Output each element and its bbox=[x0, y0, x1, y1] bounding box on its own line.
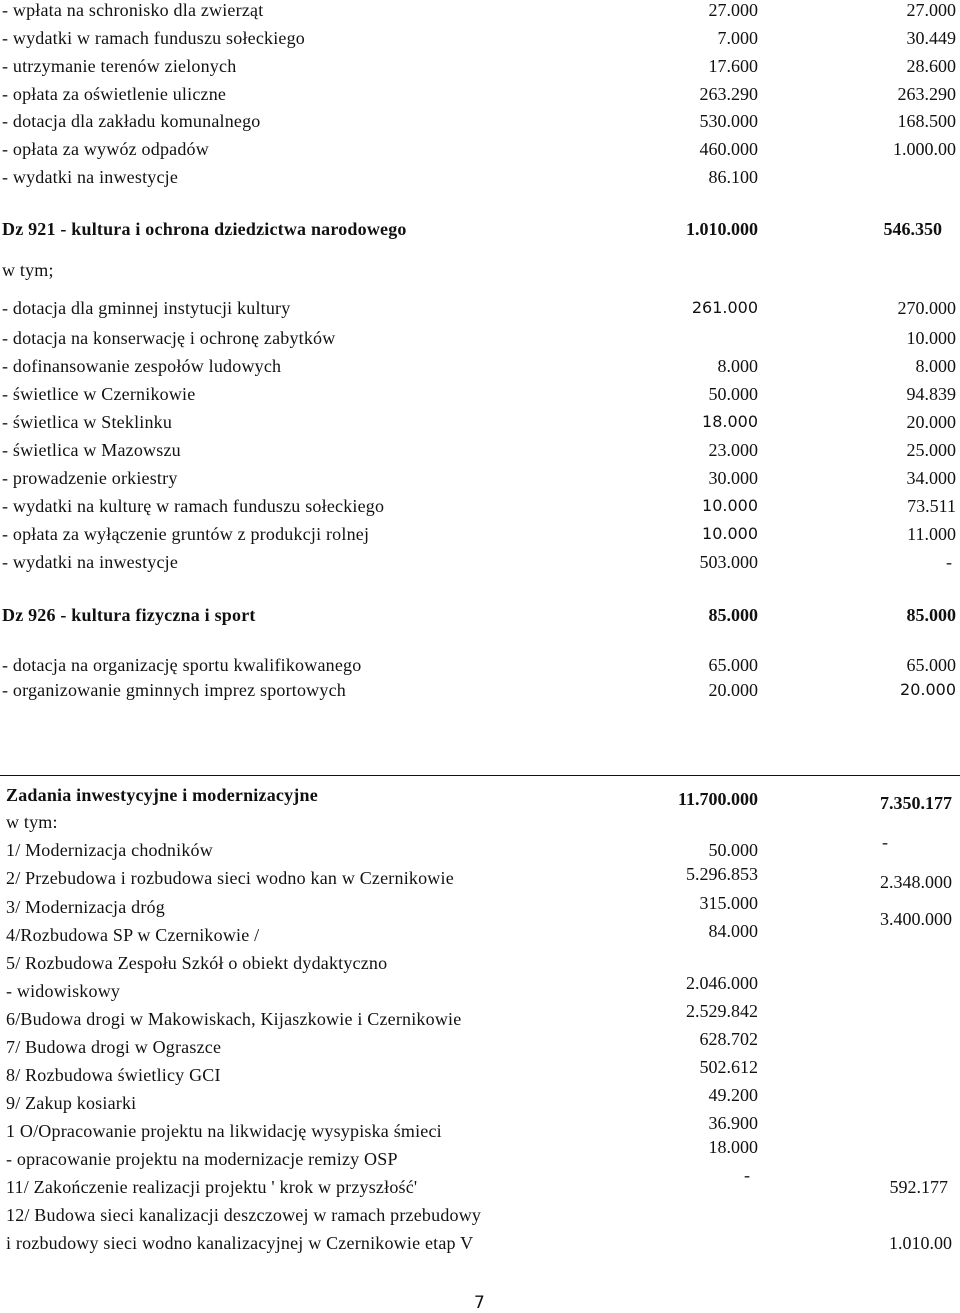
table-row bbox=[0, 973, 960, 1007]
row-label: 2/ Przebudowa i rozbudowa sieci wodno kan w Czernikowie bbox=[6, 868, 454, 888]
plan-value: 65.000 bbox=[708, 655, 758, 675]
plan-value: 503.000 bbox=[699, 552, 758, 572]
table-row bbox=[0, 1001, 960, 1035]
section-title: Zadania inwestycyjne i modernizacyjne bbox=[6, 785, 318, 805]
section-execution-total: 7.350.177 bbox=[880, 793, 952, 813]
row-label: - prowadzenie orkiestry bbox=[2, 468, 178, 488]
subheading-w-tym bbox=[0, 812, 960, 838]
plan-value: 2.046.000 bbox=[686, 973, 758, 993]
table-row bbox=[0, 440, 960, 466]
execution-value: 270.000 bbox=[897, 298, 956, 318]
table-row bbox=[0, 1085, 960, 1119]
table-row bbox=[0, 864, 960, 894]
plan-value: - bbox=[744, 1165, 750, 1185]
execution-value: 20.000 bbox=[906, 412, 956, 432]
row-label: - opłata za oświetlenie uliczne bbox=[2, 84, 227, 104]
table-row bbox=[0, 28, 960, 54]
w-tym-label: w tym: bbox=[6, 812, 58, 832]
section-plan-total: 85.000 bbox=[708, 605, 758, 625]
plan-value: 18.000 bbox=[702, 412, 758, 431]
row-label: - wydatki na inwestycje bbox=[2, 167, 179, 187]
execution-value: 65.000 bbox=[906, 655, 956, 675]
table-row bbox=[0, 1165, 960, 1203]
execution-value: 1.010.00 bbox=[889, 1233, 952, 1253]
table-row bbox=[0, 680, 960, 706]
plan-value: 502.612 bbox=[699, 1057, 758, 1077]
section-header-dz926 bbox=[0, 605, 960, 631]
separator-line bbox=[0, 775, 960, 776]
table-row bbox=[0, 356, 960, 382]
execution-value: 263.290 bbox=[897, 84, 956, 104]
section-title: Dz 921 - kultura i ochrona dziedzictwa narodowego bbox=[2, 219, 407, 239]
plan-value: 20.000 bbox=[708, 680, 758, 700]
plan-value: 50.000 bbox=[708, 384, 758, 404]
table-row bbox=[0, 412, 960, 438]
row-label: - opracowanie projektu na modernizacje remizy OSP bbox=[6, 1149, 398, 1169]
table-row bbox=[0, 0, 960, 26]
plan-value: 8.000 bbox=[717, 356, 758, 376]
table-row bbox=[0, 1233, 960, 1259]
table-row bbox=[0, 893, 960, 929]
table-row bbox=[0, 298, 960, 324]
plan-value: 460.000 bbox=[699, 139, 758, 159]
row-label: - dotacja na konserwację i ochronę zabytków bbox=[2, 328, 336, 348]
row-label: - wydatki na inwestycje bbox=[2, 552, 179, 572]
row-label: 7/ Budowa drogi w Ograszce bbox=[6, 1037, 222, 1057]
plan-value: 315.000 bbox=[699, 893, 758, 913]
w-tym-label: w tym; bbox=[2, 260, 54, 280]
page-number: 7 bbox=[474, 1293, 485, 1313]
execution-value: 8.000 bbox=[915, 356, 956, 376]
plan-value: 2.529.842 bbox=[686, 1001, 758, 1021]
execution-value: 11.000 bbox=[907, 524, 956, 544]
row-label: - wydatki w ramach funduszu sołeckiego bbox=[2, 28, 306, 48]
table-row bbox=[0, 655, 960, 681]
table-row bbox=[0, 552, 960, 578]
table-row bbox=[0, 167, 960, 193]
row-label: 5/ Rozbudowa Zespołu Szkół o obiekt dydaktyczno bbox=[6, 953, 388, 973]
row-label: - utrzymanie terenów zielonych bbox=[2, 56, 237, 76]
section-plan-total: 11.700.000 bbox=[677, 789, 758, 809]
table-row bbox=[0, 1137, 960, 1175]
execution-value: 20.000 bbox=[900, 680, 956, 699]
row-label: - wydatki na kulturę w ramach funduszu sołeckiego bbox=[2, 496, 385, 516]
row-label: - dotacja dla gminnej instytucji kultury bbox=[2, 298, 291, 318]
row-label: 4/Rozbudowa SP w Czernikowie / bbox=[6, 925, 260, 945]
table-row bbox=[0, 1205, 960, 1231]
row-label: - opłata za wyłączenie gruntów z produkcji rolnej bbox=[2, 524, 370, 544]
plan-value: 530.000 bbox=[699, 111, 758, 131]
table-row bbox=[0, 384, 960, 410]
plan-value: 5.296.853 bbox=[686, 864, 758, 884]
row-label: 8/ Rozbudowa świetlicy GCI bbox=[6, 1065, 221, 1085]
row-label: - organizowanie gminnych imprez sportowych bbox=[2, 680, 346, 700]
row-label: i rozbudowy sieci wodno kanalizacyjnej w Czernikowie etap V bbox=[6, 1233, 474, 1253]
execution-value: - bbox=[946, 552, 952, 572]
execution-value: 25.000 bbox=[906, 440, 956, 460]
execution-value: 10.000 bbox=[906, 328, 956, 348]
plan-value: 86.100 bbox=[708, 167, 758, 187]
table-row bbox=[0, 832, 960, 866]
table-row bbox=[0, 328, 960, 354]
plan-value: 10.000 bbox=[702, 496, 758, 515]
execution-value: 2.348.000 bbox=[880, 872, 952, 892]
execution-value: 3.400.000 bbox=[880, 909, 952, 929]
row-label: - dotacja dla zakładu komunalnego bbox=[2, 111, 261, 131]
row-label: - opłata za wywóz odpadów bbox=[2, 139, 209, 159]
plan-value: 261.000 bbox=[691, 298, 758, 317]
table-row bbox=[0, 524, 960, 550]
plan-value: 7.000 bbox=[717, 28, 758, 48]
row-label: - dofinansowanie zespołów ludowych bbox=[2, 356, 282, 376]
section-header-dz921 bbox=[0, 219, 960, 245]
plan-value: 27.000 bbox=[708, 0, 758, 20]
execution-value: 34.000 bbox=[906, 468, 956, 488]
plan-value: 17.600 bbox=[708, 56, 758, 76]
section-plan-total: 1.010.000 bbox=[686, 219, 758, 239]
row-label: - świetlica w Steklinku bbox=[2, 412, 173, 432]
table-row bbox=[0, 496, 960, 522]
row-label: - widowiskowy bbox=[6, 981, 121, 1001]
execution-value: 1.000.00 bbox=[893, 139, 956, 159]
table-row bbox=[0, 84, 960, 110]
table-row bbox=[0, 111, 960, 137]
execution-value: 592.177 bbox=[889, 1177, 948, 1197]
row-label: 3/ Modernizacja dróg bbox=[6, 897, 165, 917]
table-row bbox=[0, 921, 960, 951]
plan-value: 50.000 bbox=[708, 840, 758, 860]
table-row bbox=[0, 1057, 960, 1091]
plan-value: 49.200 bbox=[708, 1085, 758, 1105]
table-row bbox=[0, 139, 960, 165]
row-label: 9/ Zakup kosiarki bbox=[6, 1093, 137, 1113]
row-label: - wpłata na schronisko dla zwierząt bbox=[2, 0, 264, 20]
section-title: Dz 926 - kultura fizyczna i sport bbox=[2, 605, 256, 625]
section-execution-total: 85.000 bbox=[906, 605, 956, 625]
plan-value: 628.702 bbox=[699, 1029, 758, 1049]
plan-value: 84.000 bbox=[708, 921, 758, 941]
row-label: - dotacja na organizację sportu kwalifikowanego bbox=[2, 655, 362, 675]
section-header-investments bbox=[0, 785, 960, 811]
table-row bbox=[0, 953, 960, 979]
execution-value: - bbox=[882, 832, 888, 852]
table-row bbox=[0, 468, 960, 494]
plan-value: 18.000 bbox=[708, 1137, 758, 1157]
execution-value: 30.449 bbox=[906, 28, 956, 48]
table-row bbox=[0, 1029, 960, 1063]
subheading-w-tym bbox=[0, 260, 960, 286]
row-label: 1 O/Opracowanie projektu na likwidację wysypiska śmieci bbox=[6, 1121, 442, 1141]
execution-value: 168.500 bbox=[897, 111, 956, 131]
row-label: - świetlice w Czernikowie bbox=[2, 384, 196, 404]
row-label: 6/Budowa drogi w Makowiskach, Kijaszkowie i Czernikowie bbox=[6, 1009, 462, 1029]
execution-value: 27.000 bbox=[906, 0, 956, 20]
section-execution-total: 546.350 bbox=[883, 219, 942, 239]
row-label: - świetlica w Mazowszu bbox=[2, 440, 181, 460]
plan-value: 36.900 bbox=[708, 1113, 758, 1133]
plan-value: 263.290 bbox=[699, 84, 758, 104]
row-label: 12/ Budowa sieci kanalizacji deszczowej w ramach przebudowy bbox=[6, 1205, 482, 1225]
table-row bbox=[0, 56, 960, 82]
plan-value: 23.000 bbox=[708, 440, 758, 460]
execution-value: 94.839 bbox=[906, 384, 956, 404]
row-label: 1/ Modernizacja chodników bbox=[6, 840, 213, 860]
table-row bbox=[0, 1113, 960, 1147]
row-label: 11/ Zakończenie realizacji projektu ' krok w przyszłość' bbox=[6, 1177, 418, 1197]
plan-value: 10.000 bbox=[702, 524, 758, 543]
execution-value: 28.600 bbox=[906, 56, 956, 76]
plan-value: 30.000 bbox=[708, 468, 758, 488]
execution-value: 73.511 bbox=[907, 496, 956, 516]
